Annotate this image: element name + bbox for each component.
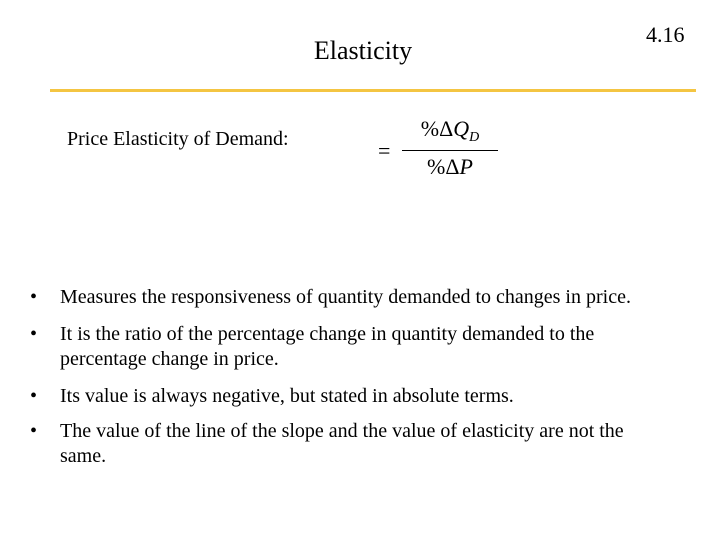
formula-denominator: [402, 154, 498, 180]
numerator-subscript: D: [469, 130, 480, 145]
bullet-dot: •: [30, 420, 38, 442]
denominator-prefix: %Δ: [427, 154, 460, 179]
formula-numerator: [402, 116, 498, 146]
bullet-list: [30, 285, 670, 481]
bullet-dot: •: [30, 286, 38, 308]
bullet-text: The value of the line of the slope and the value of elasticity are not the same.: [60, 420, 624, 467]
elasticity-formula: [378, 112, 528, 192]
slide-title: Elasticity: [313, 36, 413, 65]
numerator-prefix: %Δ: [420, 116, 454, 141]
bullet-dot: •: [30, 385, 38, 407]
numerator-symbol: Q: [453, 116, 470, 141]
bullet-text: It is the ratio of the percentage change in quantity demanded to the percentage change in price.: [60, 323, 595, 370]
list-item: [30, 384, 670, 409]
list-item: [30, 419, 670, 469]
definition-label: Price Elasticity of Demand:: [67, 128, 289, 150]
list-item: [30, 322, 670, 372]
title-underline: [50, 89, 696, 92]
denominator-symbol: P: [459, 154, 473, 179]
bullet-text: Measures the responsiveness of quantity demanded to changes in price.: [60, 286, 631, 308]
bullet-dot: •: [30, 323, 38, 345]
list-item: [30, 285, 670, 310]
formula-equals: =: [378, 138, 391, 163]
bullet-text: Its value is always negative, but stated in absolute terms.: [60, 385, 514, 407]
slide-number: 4.16: [646, 22, 685, 47]
fraction-bar: [402, 150, 498, 151]
